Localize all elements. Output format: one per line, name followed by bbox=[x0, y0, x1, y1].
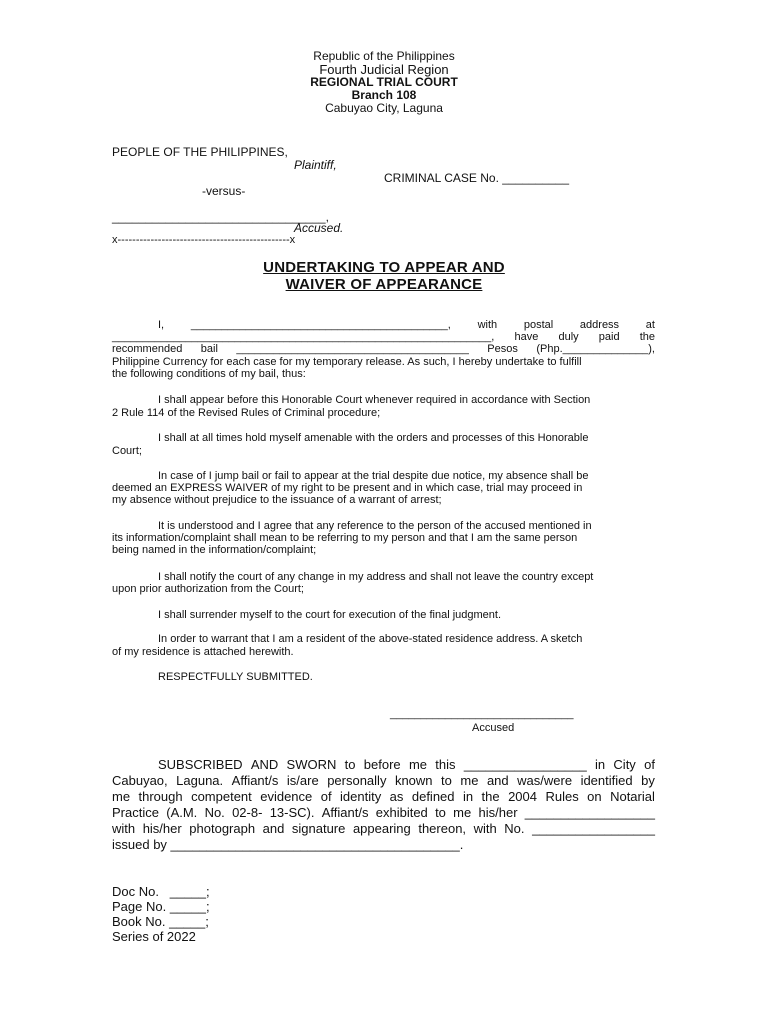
condition-7-line-2: of my residence is attached herewith. bbox=[112, 646, 294, 658]
header-court: REGIONAL TRIAL COURT bbox=[310, 75, 458, 89]
intro-line-3: recommended bail ______________________________________ Pesos (Php.______________), bbox=[112, 343, 655, 355]
notarial-doc-no: Doc No. _____; bbox=[112, 884, 210, 899]
condition-3-line-3: my absence without prejudice to the issuance of a warrant of arrest; bbox=[112, 494, 442, 506]
condition-2-line-1: I shall at all times hold myself amenable with the orders and processes of this Honorable bbox=[158, 432, 589, 444]
caption-case-no: CRIMINAL CASE No. __________ bbox=[384, 171, 569, 185]
condition-3-line-1: In case of I jump bail or fail to appear at the trial despite due notice, my absence shall be bbox=[158, 470, 589, 482]
notarial-series: Series of 2022 bbox=[112, 929, 196, 944]
condition-2-line-2: Court; bbox=[112, 445, 142, 457]
caption-divider: x-----------------------------------------------x bbox=[112, 234, 296, 246]
caption-accused-blank: ________________________________, bbox=[112, 210, 329, 224]
accused-signature-line: ______________________________ bbox=[390, 708, 574, 720]
intro-line-5: the following conditions of my bail, thus: bbox=[112, 368, 306, 380]
notarial-page-no: Page No. _____; bbox=[112, 899, 210, 914]
condition-4-line-1: It is understood and I agree that any reference to the person of the accused mentioned in bbox=[158, 520, 592, 532]
condition-5-line-1: I shall notify the court of any change in my address and shall not leave the country except bbox=[158, 571, 594, 583]
jurat-line-3: me through competent evidence of identity as defined in the 2004 Rules on Notarial bbox=[112, 789, 655, 804]
condition-4-line-2: its information/complaint shall mean to be referring to my person and that I am the same person bbox=[112, 532, 578, 544]
condition-4-line-3: being named in the information/complaint; bbox=[112, 544, 317, 556]
condition-3-line-2: deemed an EXPRESS WAIVER of my right to be present and in which case, trial may proceed in bbox=[112, 482, 583, 494]
jurat-line-2: Cabuyao, Laguna. Affiant/s is/are personally known to me and was/were identified by bbox=[112, 773, 655, 788]
condition-1-line-2: 2 Rule 114 of the Revised Rules of Criminal procedure; bbox=[112, 407, 381, 419]
condition-6-line-1: I shall surrender myself to the court for execution of the final judgment. bbox=[158, 609, 502, 621]
intro-line-2: ______________________________________________________________, have duly paid the bbox=[112, 331, 655, 343]
jurat-line-4: Practice (A.M. No. 02-8- 13-SC). Affiant/s exhibited to me his/her __________________ bbox=[112, 805, 655, 820]
caption-plaintiff: Plaintiff, bbox=[294, 158, 337, 172]
accused-signature-label: Accused bbox=[472, 722, 515, 734]
jurat-line-6: issued by ________________________________________. bbox=[112, 837, 464, 852]
caption-versus: -versus- bbox=[202, 184, 246, 198]
caption-accused: Accused. bbox=[294, 221, 344, 235]
title-line-1: UNDERTAKING TO APPEAR AND bbox=[263, 259, 505, 276]
intro-line-1: I, __________________________________________, with postal address at bbox=[158, 319, 655, 331]
condition-7-line-1: In order to warrant that I am a resident of the above-stated residence address. A sketch bbox=[158, 633, 583, 645]
header-branch: Branch 108 bbox=[351, 88, 417, 102]
header-republic: Republic of the Philippines bbox=[313, 49, 455, 63]
respectfully-submitted: RESPECTFULLY SUBMITTED. bbox=[158, 671, 313, 683]
intro-line-4: Philippine Currency for each case for my temporary release. As such, I hereby undertake to fulfill bbox=[112, 356, 582, 368]
condition-5-line-2: upon prior authorization from the Court; bbox=[112, 583, 304, 595]
caption-people: PEOPLE OF THE PHILIPPINES, bbox=[112, 145, 288, 159]
title-line-2: WAIVER OF APPEARANCE bbox=[285, 276, 483, 293]
header-city: Cabuyao City, Laguna bbox=[325, 101, 443, 115]
notarial-book-no: Book No. _____; bbox=[112, 914, 209, 929]
jurat-line-5: with his/her photograph and signature appearing thereon, with No. _________________ bbox=[112, 821, 655, 836]
header-region: Fourth Judicial Region bbox=[319, 62, 449, 77]
condition-1-line-1: I shall appear before this Honorable Court whenever required in accordance with Section bbox=[158, 394, 591, 406]
jurat-line-1: SUBSCRIBED AND SWORN to before me this _________________ in City of bbox=[158, 757, 655, 772]
